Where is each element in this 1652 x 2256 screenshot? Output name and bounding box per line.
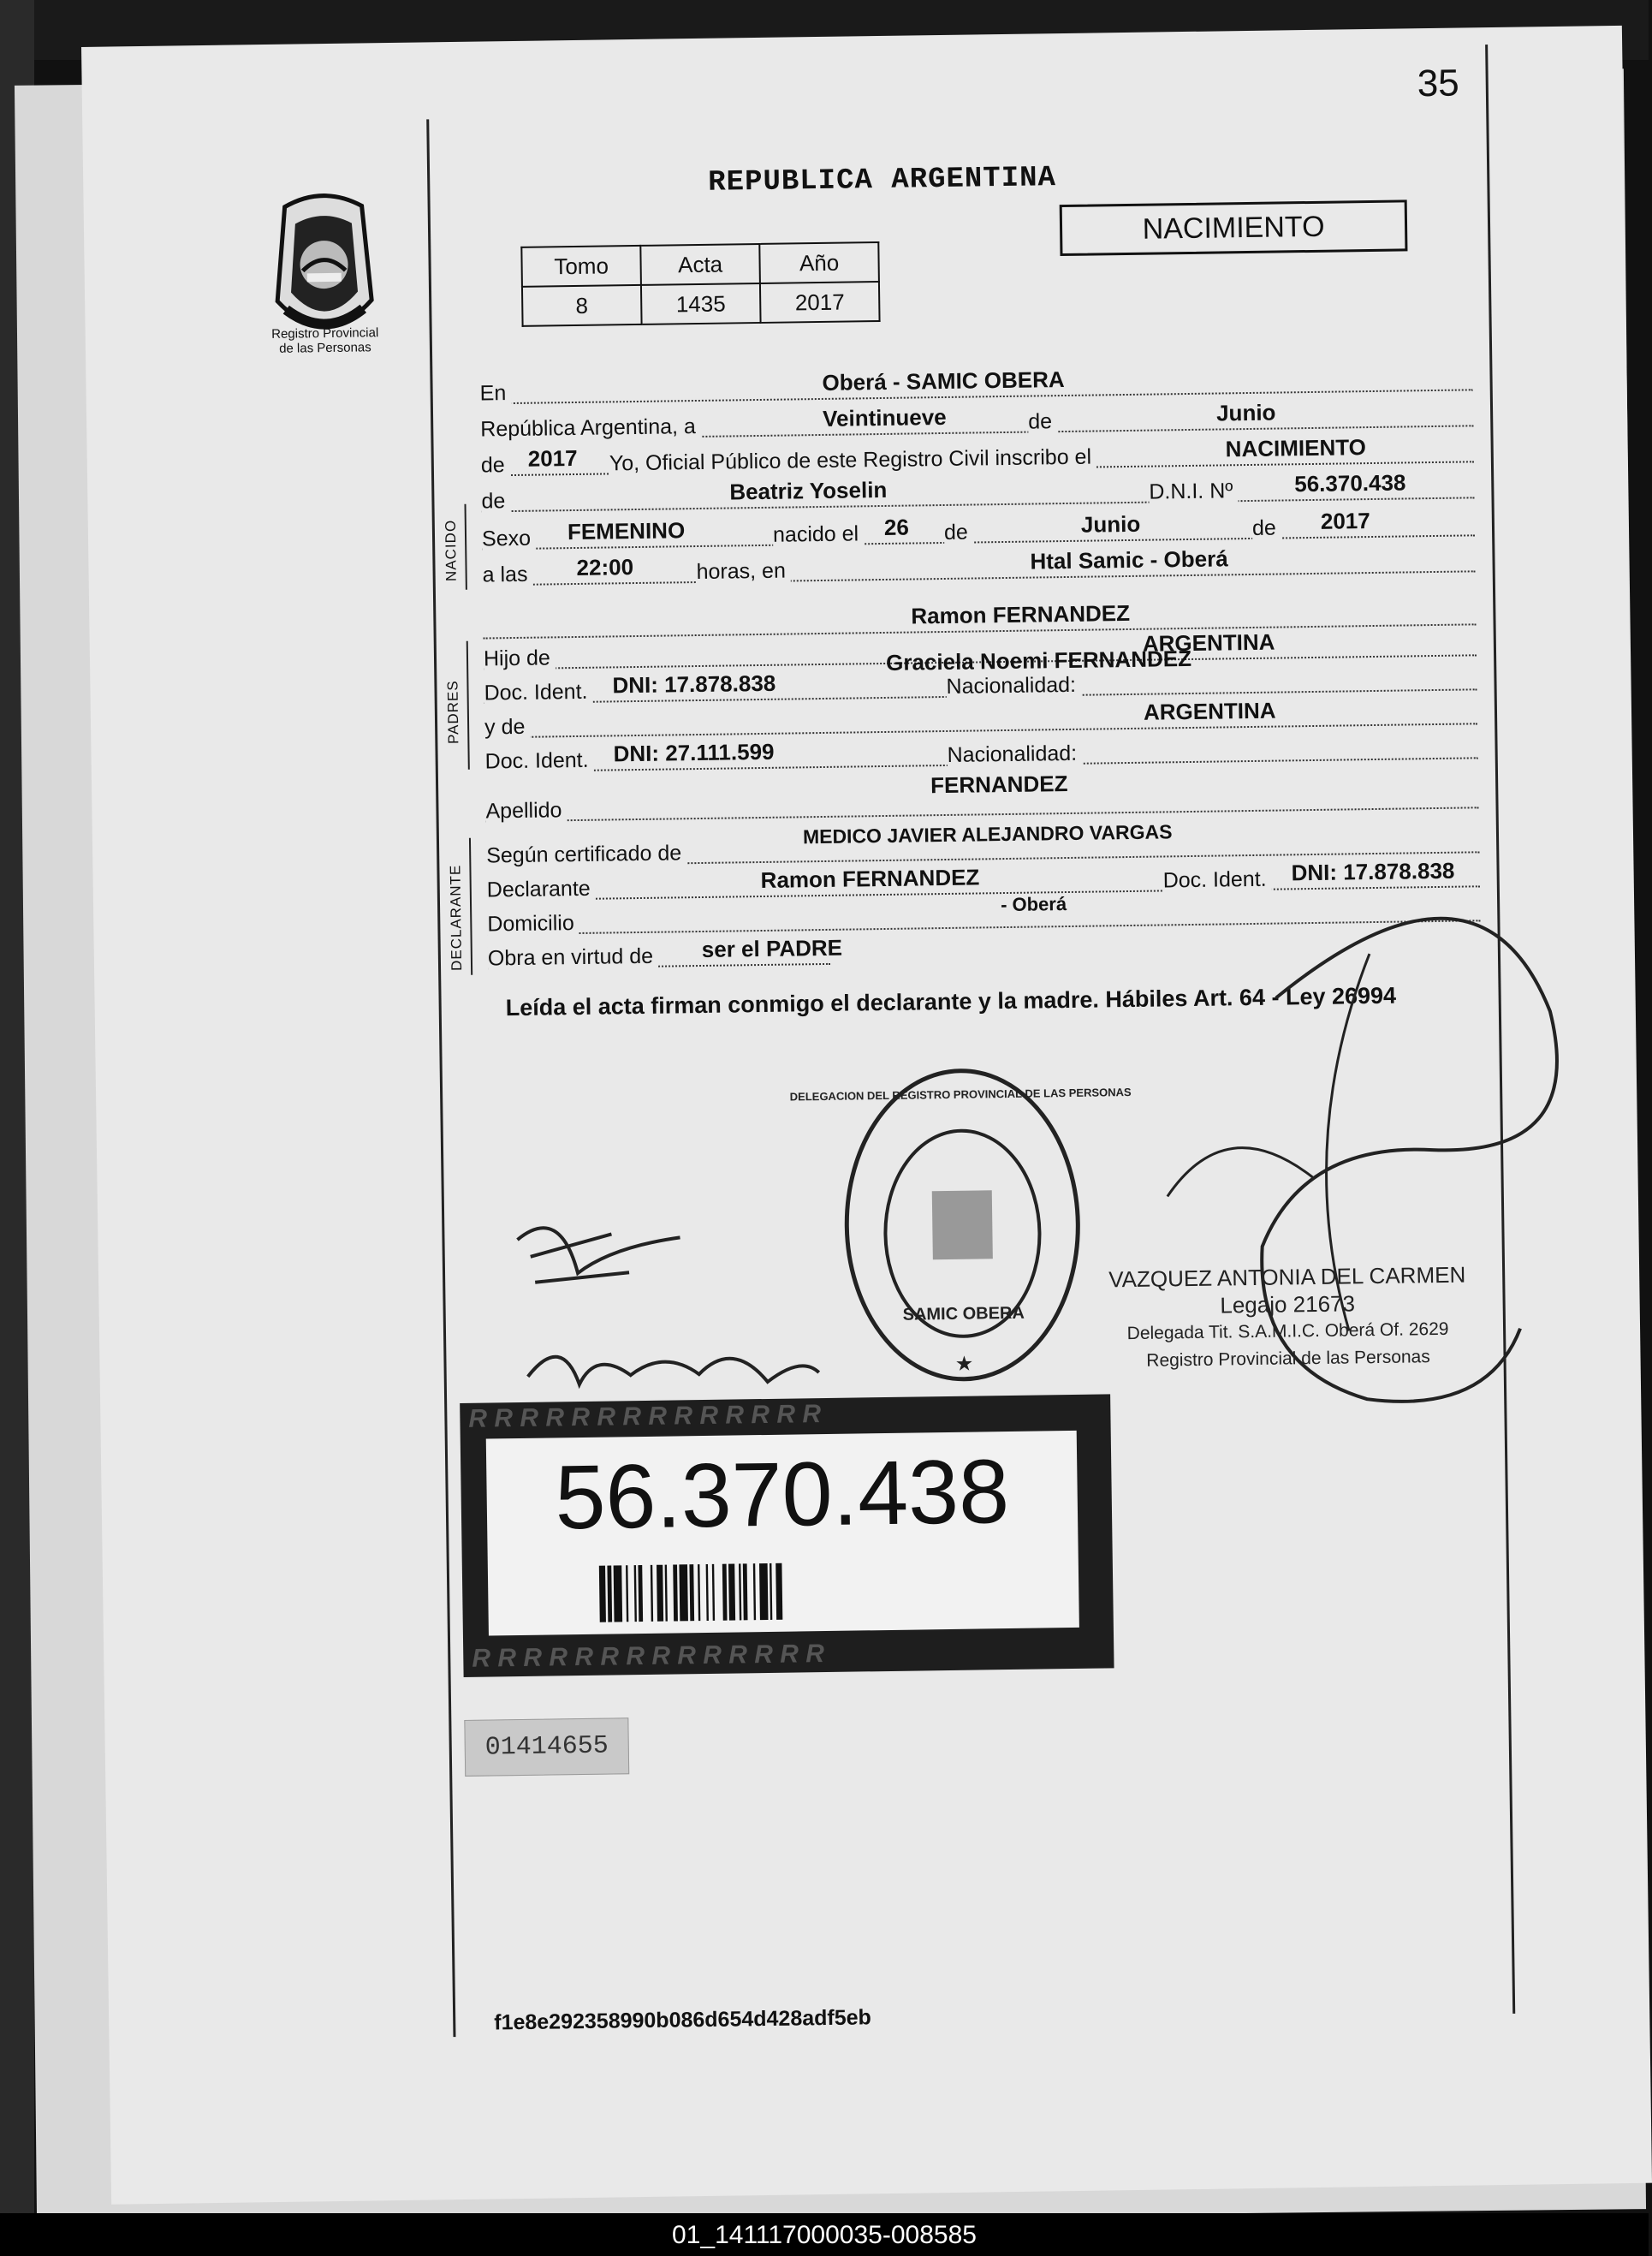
lugar-value: Htal Samic - Oberá [1030, 545, 1228, 574]
barcode-bars-icon [599, 1561, 968, 1622]
horas-label: horas, en [696, 558, 791, 585]
seal-caption-line2: de las Personas [279, 340, 371, 356]
nombre-label: de [481, 489, 510, 514]
inscribo-value: NACIMIENTO [1225, 434, 1367, 462]
officer-title: Delegada Tit. S.A.M.I.C. Oberá Of. 2629 [1126, 1318, 1449, 1344]
domicilio-label: Domicilio [487, 911, 579, 937]
declarante-doc-label: Doc. Ident. [1163, 867, 1272, 894]
republica-label: República Argentina, a [480, 414, 701, 443]
month-value: Junio [1215, 399, 1276, 426]
barcode-number: 56.370.438 [554, 1441, 1010, 1549]
hora-value: 22:00 [576, 554, 634, 580]
line-apellido [485, 770, 1478, 827]
hijo-label: Hijo de [484, 646, 556, 671]
declarante-section-bar [469, 838, 472, 975]
birth-day-value: 26 [883, 514, 910, 540]
domicilio-value: - Oberá [1000, 893, 1067, 916]
obra-value: ser el PADRE [701, 934, 843, 962]
birth-month-value: Junio [1080, 510, 1141, 538]
yde-label: y de [484, 715, 531, 741]
padre-nacionalidad-value: ARGENTINA [1142, 628, 1275, 657]
section-label-nacido: NACIDO [442, 519, 460, 582]
en-label: En [479, 381, 511, 407]
year-value: 2017 [527, 444, 578, 472]
closing-statement: Leída el acta firman conmigo el declarante y la madre. Hábiles Art. 64 - Ley 26994 [505, 982, 1397, 1021]
obra-label: Obra en virtud de [488, 944, 659, 972]
declarante-value: Ramon FERNANDEZ [760, 864, 980, 894]
de-label-1: de [1028, 409, 1057, 434]
de-label-4: de [1252, 515, 1281, 540]
right-margin-rule [1485, 45, 1515, 2014]
barcode-label [486, 1431, 1079, 1636]
madre-nacionalidad-label: Nacionalidad: [947, 741, 1082, 768]
declarante-dni-value: DNI: 17.878.838 [1291, 857, 1455, 886]
declarante-label: Declarante [487, 877, 596, 903]
dni-label: D.N.I. Nº [1149, 479, 1238, 504]
certificate-page [81, 26, 1652, 2205]
padre-value: Ramon FERNANDEZ [911, 599, 1131, 629]
de-label-2: de [481, 453, 510, 478]
record-header-tomo: Tomo [521, 246, 641, 287]
certificado-label: Según certificado de [486, 841, 686, 868]
certificado-value: MEDICO JAVIER ALEJANDRO VARGAS [802, 820, 1173, 848]
record-header-row [521, 242, 879, 287]
record-header-acta: Acta [640, 244, 760, 285]
barcode-sticker: R R R R R R R R R R R R R R R R R R R R R R R R R R R R 56.370.438 [460, 1394, 1114, 1677]
section-label-declarante: DECLARANTE [447, 864, 466, 972]
en-value: Oberá - SAMIC OBERA [822, 366, 1065, 396]
nacido-label: nacido el [773, 521, 864, 547]
record-value-row [522, 282, 880, 326]
padre-nacionalidad-label: Nacionalidad: [946, 673, 1081, 699]
serial-sticker: 01414655 [464, 1717, 629, 1777]
birth-year-value: 2017 [1320, 508, 1370, 534]
document-hash: f1e8e292358990b086d654d428adf5eb [494, 2005, 872, 2035]
madre-doc-label: Doc. Ident. [485, 748, 594, 775]
officer-signature-block [1108, 1261, 1467, 1376]
madre-nacionalidad-value: ARGENTINA [1143, 697, 1276, 725]
svg-text:★: ★ [954, 1352, 974, 1376]
officer-office: Registro Provincial de las Personas [1146, 1347, 1430, 1371]
stamp-ring-text: DELEGACION DEL REGISTRO PROVINCIAL DE LAS PERSONAS [789, 1085, 1132, 1104]
record-value-anio: 2017 [760, 282, 880, 323]
stamp-inner-text: SAMIC OBERA [902, 1303, 1025, 1324]
record-header-anio: Año [759, 242, 879, 283]
sexo-label: Sexo [482, 527, 536, 552]
madre-dni-value: DNI: 27.111.599 [613, 738, 775, 767]
delegation-stamp-icon [789, 1061, 1132, 1390]
madre-value: Graciela Noemi FERNANDEZ [885, 645, 1192, 676]
officer-name: VAZQUEZ ANTONIA DEL CARMEN [1108, 1261, 1466, 1293]
apellido-label: Apellido [485, 798, 567, 824]
dni-value: 56.370.438 [1294, 469, 1406, 497]
nacido-section-bar [464, 504, 466, 590]
alas-label: a las [482, 563, 532, 588]
padres-section-bar [466, 641, 470, 770]
left-margin-rule [426, 119, 455, 2037]
officer-legajo: Legajo 21673 [1220, 1290, 1356, 1318]
file-code: 01_141117000035-008585 [672, 2221, 977, 2249]
seal-caption-line1: Registro Provincial [271, 325, 379, 342]
apellido-value: FERNANDEZ [930, 770, 1068, 799]
record-table [520, 241, 880, 327]
seal-caption [231, 325, 419, 357]
oficial-text: Yo, Oficial Público de este Registro Civil inscribo el [609, 444, 1097, 476]
sexo-value: FEMENINO [567, 517, 686, 545]
padre-dni-value: DNI: 17.878.838 [612, 670, 776, 699]
record-type-box: NACIMIENTO [1060, 199, 1408, 256]
de-label-3: de [944, 521, 973, 545]
record-value-acta: 1435 [641, 283, 761, 324]
page-number: 35 [1417, 62, 1460, 105]
document-title: REPUBLICA ARGENTINA [708, 162, 1057, 199]
section-label-padres: PADRES [444, 680, 462, 745]
republica-day-value: Veintinueve [822, 403, 947, 432]
padre-doc-label: Doc. Ident. [484, 680, 592, 706]
nombre-value: Beatriz Yoselin [729, 476, 888, 505]
record-value-tomo: 8 [522, 285, 642, 326]
